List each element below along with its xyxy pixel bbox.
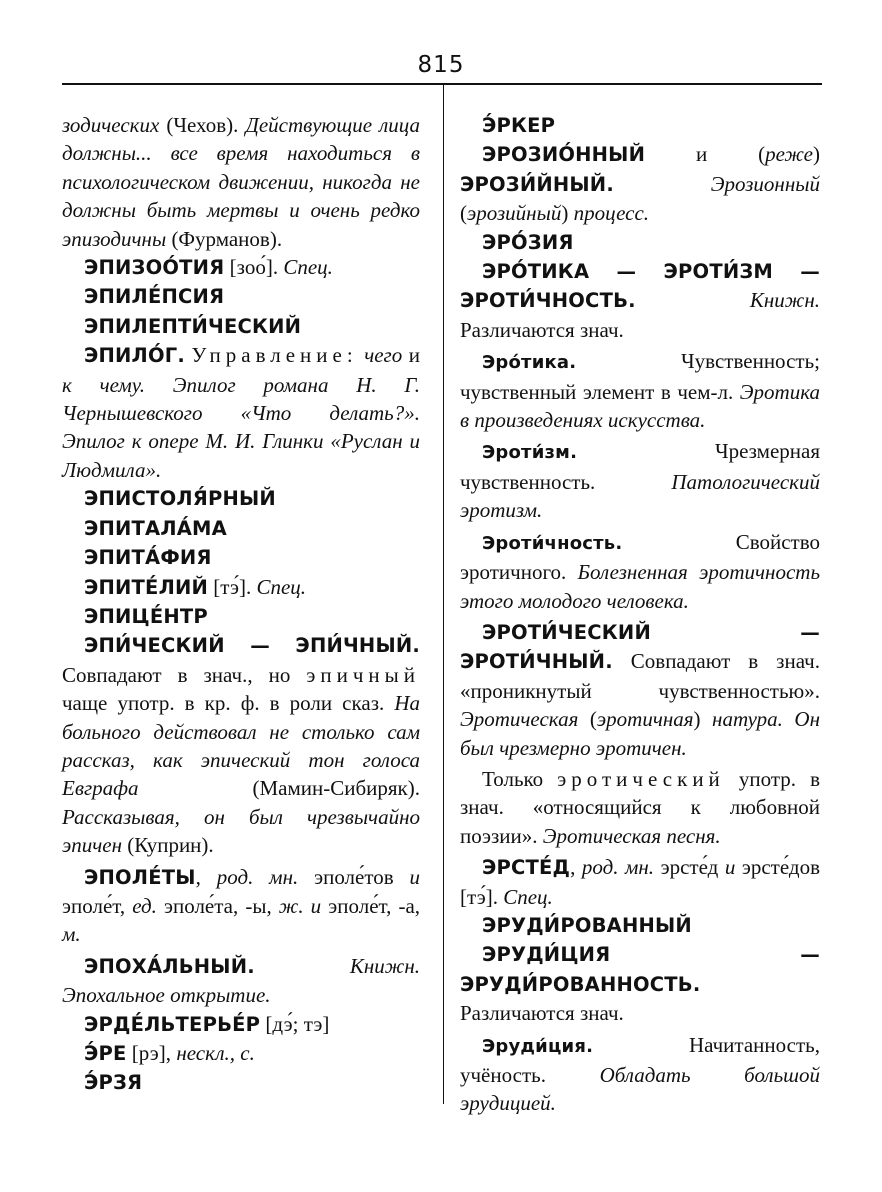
italic-text: и — [409, 864, 421, 889]
headword: ЭПИЛО́Г. — [84, 344, 185, 368]
body-text — [304, 894, 311, 918]
dictionary-entry — [62, 602, 420, 631]
body-text: (Куприн). — [122, 833, 214, 858]
sense-label: Эроти́зм. — [482, 442, 578, 464]
italic-text: и — [724, 855, 736, 880]
dictionary-entry — [62, 253, 420, 282]
body-text: эрсте́д — [654, 855, 725, 880]
dictionary-entry — [460, 528, 820, 615]
body-text: и ( — [645, 142, 766, 167]
headword: ЭПИЗОО́ТИЯ — [84, 256, 225, 280]
dictionary-entry — [62, 514, 420, 543]
body-text: [тэ́]. — [208, 574, 257, 599]
headword: ЭПИТАЛА́МА — [84, 516, 227, 540]
body-text: употр. в знач. «относящийся к любовной поэзии». — [460, 766, 820, 848]
headword: ЭРДЕ́ЛЬТЕРЬЕ́Р — [84, 1012, 261, 1036]
italic-text: Спец. — [503, 884, 553, 909]
body-text: и — [402, 343, 420, 368]
italic-text: Действующие лица должны... все время находиться в психологическом движении, никогда не должны быть мертвы и очень редко эпизодичны — [62, 113, 421, 251]
headword: ЭРСТЕ́Д — [482, 856, 571, 880]
body-text: [зоо́]. — [224, 255, 284, 280]
sense-label: Эроти́чность. — [482, 532, 623, 554]
body-text: Различаются знач. — [460, 317, 624, 342]
headword: ЭРОТИ́ЧЕСКИЙ — ЭРОТИ́ЧНЫЙ. — [460, 620, 820, 674]
body-text: (Фурманов). — [166, 226, 283, 251]
body-text: эполе́т, — [62, 893, 133, 918]
headword: ЭРУДИ́РОВАННЫЙ — [482, 913, 692, 937]
dictionary-entry — [460, 765, 820, 850]
sense-label: Эро́тика. — [482, 352, 577, 374]
body-text: , — [570, 855, 582, 880]
body-text: эрсте́дов [тэ́]. — [460, 855, 820, 909]
body-text: (Чехов). — [159, 113, 246, 137]
italic-text: реже — [765, 142, 813, 167]
body-text: Свойство эротичного. — [460, 529, 820, 585]
headword: Э́РЕ — [84, 1042, 127, 1065]
dictionary-entry — [460, 911, 820, 940]
body-text: [дэ́; тэ] — [260, 1011, 330, 1036]
headword: ЭПИЛЕПТИ́ЧЕСКИЙ — [84, 314, 302, 338]
body-text: Совпадают в знач., но — [62, 662, 307, 687]
italic-text: м. — [62, 922, 81, 947]
italic-text: ж. — [278, 893, 304, 918]
headword: ЭРО́ТИКА — ЭРОТИ́ЗМ — ЭРОТИ́ЧНОСТЬ. — [460, 260, 820, 313]
dictionary-entry — [62, 111, 420, 253]
italic-text: Обладать большой эрудицией. — [460, 1063, 821, 1116]
body-text: [рэ], — [126, 1041, 177, 1065]
dictionary-entry — [460, 940, 820, 1027]
header-rule — [62, 83, 822, 85]
dictionary-entry — [460, 140, 820, 227]
dictionary-entry — [62, 952, 420, 1010]
body-text: Различаются знач. — [460, 1001, 624, 1026]
dictionary-entry — [460, 618, 820, 762]
spaced-text: эпичный — [306, 662, 420, 687]
body-text: Чрезмерная чувственность. — [460, 439, 820, 494]
italic-text: и — [310, 893, 322, 918]
headword: ЭПИ́ЧЕСКИЙ — ЭПИ́ЧНЫЙ. — [84, 634, 420, 658]
dictionary-entry — [62, 1010, 420, 1039]
dictionary-entry — [62, 863, 420, 949]
headword: ЭПОХА́ЛЬНЫЙ. — [84, 954, 255, 978]
italic-text: Эротическая песня. — [542, 823, 721, 848]
italic-text: ед. — [132, 893, 157, 918]
body-text: Только — [482, 766, 558, 791]
body-text: Чувственность; чувственный элемент в чем-л. — [460, 349, 820, 404]
italic-text: к чему. Эпилог романа Н. Г. Чернышевского «Что делать?». Эпилог к опере М. И. Глинки «Руслан и Людмила». — [62, 372, 420, 482]
headword: ЭРО́ЗИЯ — [482, 230, 574, 254]
body-text: ) — [813, 142, 820, 167]
headword: ЭПИТЕ́ЛИЙ — [84, 575, 209, 599]
italic-text: На больного действовал не столько сам рассказ, как эпический тон голоса Евграфа — [62, 691, 420, 801]
headword: ЭПИТА́ФИЯ — [84, 546, 212, 570]
italic-text: эрозийный — [467, 201, 562, 226]
dictionary-entry — [460, 228, 820, 257]
italic-text: Эрозионный — [710, 171, 820, 196]
body-text: эполе́тов — [298, 864, 410, 889]
dictionary-entry — [62, 1068, 420, 1097]
body-text: эполе́т, -а, — [321, 893, 421, 918]
dictionary-entry — [62, 341, 420, 484]
dictionary-entry — [460, 111, 820, 140]
column-divider — [443, 84, 444, 1104]
headword: ЭРУДИ́ЦИЯ — ЭРУДИ́РОВАННОСТЬ. — [460, 943, 820, 996]
headword: ЭПИСТОЛЯ́РНЫЙ — [84, 487, 276, 511]
right-column — [460, 111, 820, 1118]
italic-text: Эротика в произведениях искусства. — [460, 379, 820, 433]
italic-text: нескл., с. — [176, 1041, 255, 1065]
dictionary-entry — [460, 853, 820, 911]
body-text — [255, 954, 350, 978]
sense-label: Эруди́ция. — [482, 1035, 594, 1057]
headword: ЭРОЗИО́ННЫЙ — [482, 143, 646, 167]
body-text: , — [195, 864, 217, 889]
italic-text: Спец. — [256, 574, 307, 599]
dictionary-entry — [62, 543, 420, 572]
dictionary-entry — [62, 631, 420, 859]
italic-text: эротичная — [596, 707, 694, 732]
dictionary-entry — [62, 282, 420, 311]
left-column — [62, 111, 420, 1098]
italic-text: Патологический эротизм. — [460, 469, 820, 523]
body-text: ) — [561, 201, 574, 226]
italic-text: Рассказывая, он был чрезвычайно эпичен — [62, 804, 420, 858]
page-number: 815 — [417, 52, 465, 78]
headword: ЭПИЛЕ́ПСИЯ — [84, 285, 225, 309]
body-text: ( — [460, 201, 467, 226]
dictionary-entry — [62, 573, 420, 602]
dictionary-entry — [460, 437, 820, 524]
dictionary-entry — [62, 484, 420, 513]
italic-text: Книжн. Эпохальное открытие. — [62, 953, 420, 1008]
italic-text: Книжн. — [749, 288, 820, 313]
italic-text: Спец. — [283, 255, 333, 280]
spaced-text: Управление: — [191, 343, 358, 368]
dictionary-entry — [460, 257, 820, 344]
italic-text: чего — [364, 343, 403, 368]
italic-text: род. мн. — [581, 855, 655, 880]
body-text: эполе́та, -ы, — [156, 893, 279, 918]
italic-text: процесс. — [573, 201, 650, 226]
body-text — [636, 288, 750, 312]
headword: Э́РКЕР — [482, 114, 556, 137]
body-text: ) — [693, 707, 713, 732]
italic-text: Эротическая — [460, 707, 579, 732]
body-text: (Мамин-Сибиряк). — [138, 776, 420, 801]
italic-text: зодических — [62, 113, 160, 137]
headword: ЭПИЦЕ́НТР — [84, 604, 208, 628]
body-text: чаще употр. в кр. ф. в роли сказ. — [62, 691, 395, 716]
spaced-text: эротический — [557, 766, 725, 791]
body-text — [614, 172, 711, 196]
headword: Э́РЗЯ — [84, 1071, 143, 1095]
dictionary-entry — [460, 347, 820, 434]
body-text: ( — [578, 707, 597, 732]
dictionary-entry — [460, 1031, 820, 1118]
italic-text: Болезненная эротичность этого молодого человека. — [460, 560, 820, 613]
headword: ЭПОЛЕ́ТЫ — [84, 865, 196, 889]
italic-text: натура. Он был чрезмерно эротичен. — [460, 707, 820, 760]
dictionary-entry — [62, 312, 420, 341]
headword: ЭРОЗИ́ЙНЫЙ. — [460, 172, 614, 196]
body-text: Совпадают в знач. «проникнутый чувственностью». — [460, 649, 820, 703]
dictionary-entry — [62, 1039, 420, 1068]
italic-text: род. мн. — [216, 864, 299, 889]
body-text: Начитанность, учёность. — [460, 1032, 820, 1087]
